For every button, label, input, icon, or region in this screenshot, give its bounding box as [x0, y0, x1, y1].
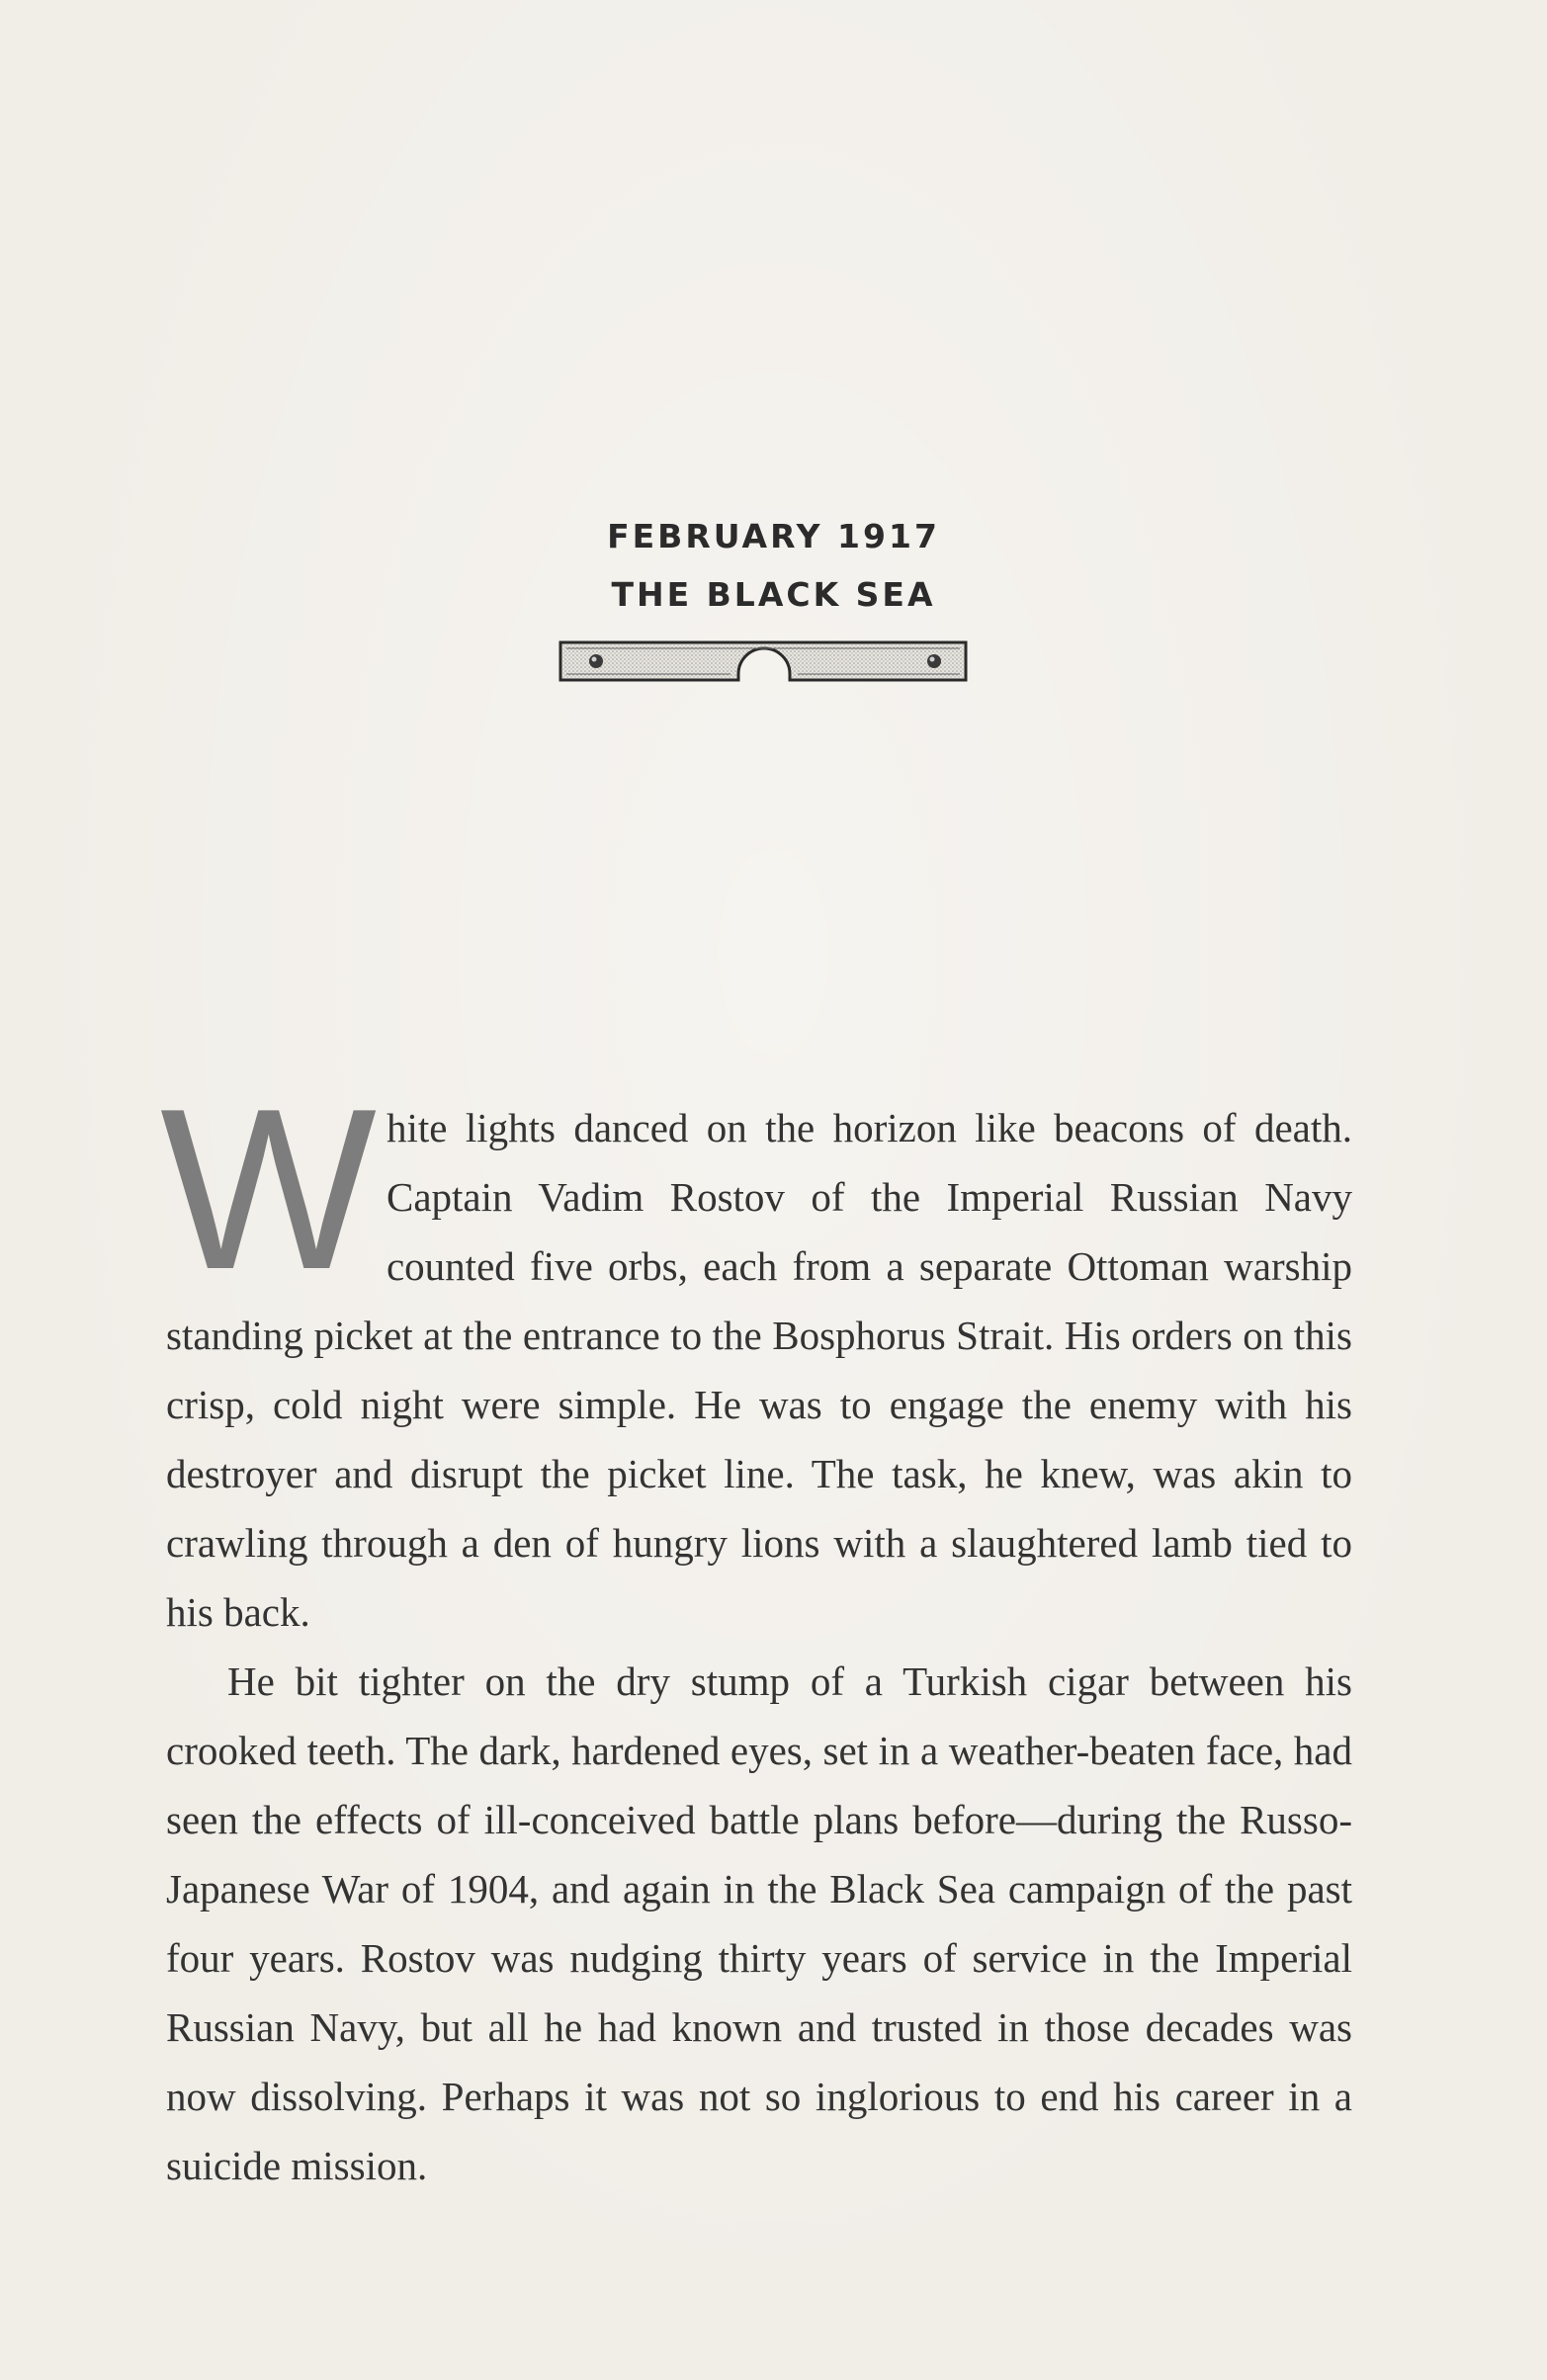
drop-cap: W	[160, 1062, 367, 1318]
riveted-bracket-ornament-icon	[557, 635, 972, 686]
paragraph-1-text: hite lights danced on the horizon like beacons of death. Captain Vadim Rostov of the Imperial Russian Navy counted five orbs, each from a separate Ottoman warship standing picket at the entrance to the Bosphorus Strait. His orders on this crisp, cold night were simple. He was to engage the enemy with his destroyer and disrupt the picket line. The task, he knew, was akin to crawling through a den of hungry lions with a slaughtered lamb tied to his back.	[166, 1105, 1352, 1635]
paragraph-2: He bit tighter on the dry stump of a Turkish cigar between his crooked teeth. The dark, hardened eyes, set in a weather-beaten face, had seen the effects of ill-conceived battle plans before—during the Russo-Japanese War of 1904, and again in the Black Sea campaign of the past four years. Rostov was nudging thirty years of service in the Imperial Russian Navy, but all he had known and trusted in those decades was now dissolving. Perhaps it was not so inglorious to end his career in a suicide mission.	[166, 1658, 1352, 2188]
chapter-date: FEBRUARY 1917	[607, 517, 940, 555]
chapter-place: THE BLACK SEA	[611, 575, 936, 614]
body-text	[160, 1062, 1352, 2200]
paragraph-1	[160, 1062, 1352, 1647]
